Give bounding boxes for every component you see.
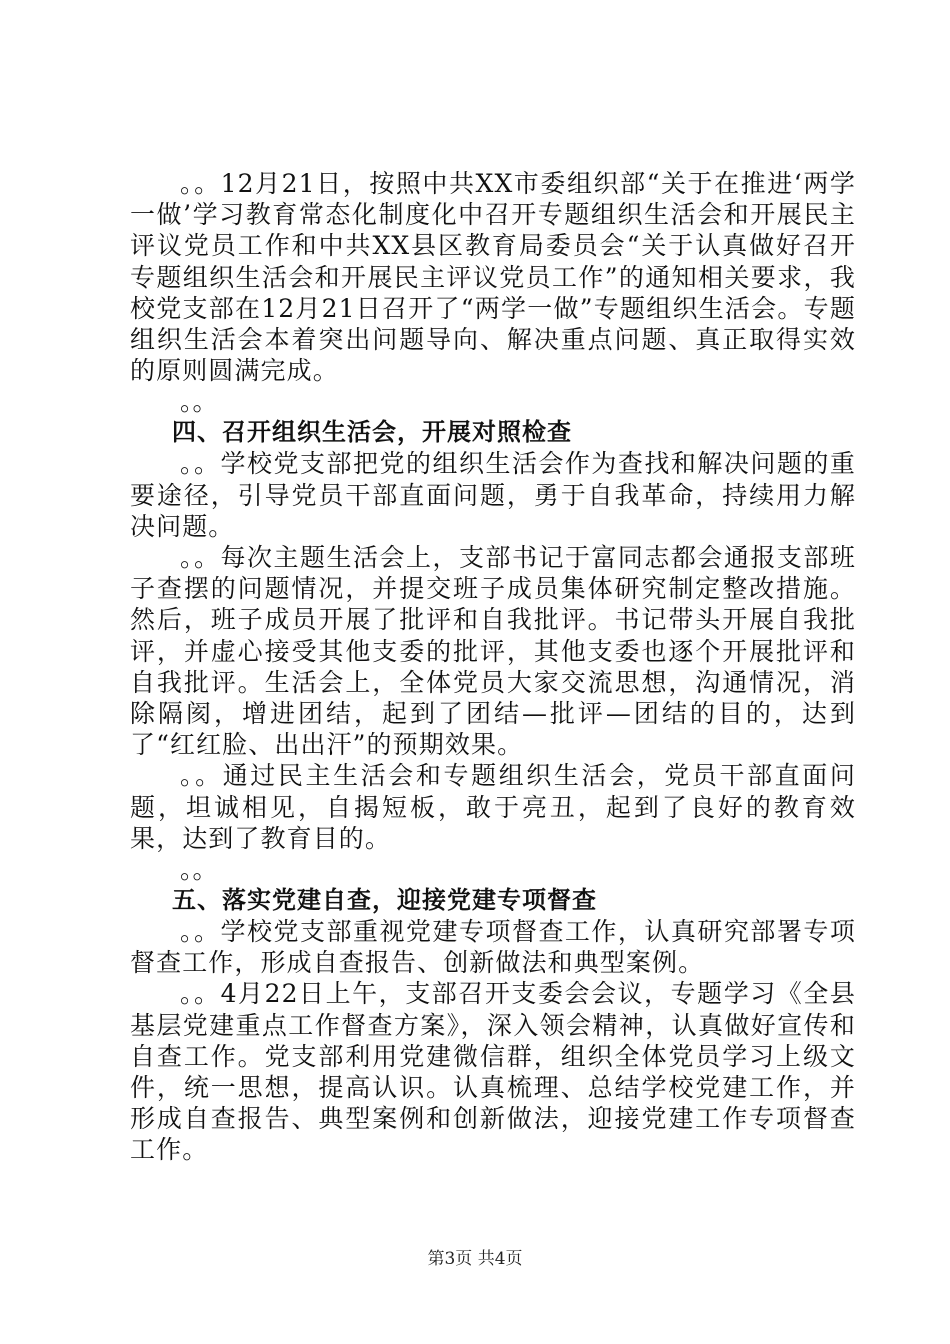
paragraph-meeting-notice: 。。12月21日，按照中共XX市委组织部“关于在推进‘两学一做’学习教育常态化制度化中召开专题组织生活会和开展民主评议党员工作和中共XX县区教育局委员会“关于认真做好召开专题组织生活会和开展民主评议党员工作”的通知相关要求，我校党支部在12月21日召开了“两学一做”专题组织生活会。专题组织生活会本着突出问题导向、解决重点问题、真正取得实效的原则圆满完成。	[130, 169, 856, 386]
paragraph-inspection: 。。学校党支部重视党建专项督查工作，认真研究部署专项督查工作，形成自查报告、创新做法和典型案例。	[130, 917, 856, 978]
section-marker: 。。	[180, 855, 218, 885]
page-number: 第3页 共4页	[427, 1249, 523, 1269]
paragraph-organization-life: 。。学校党支部把党的组织生活会作为查找和解决问题的重要途径，引导党员干部直面问题，勇于自我革命，持续用力解决问题。	[130, 449, 856, 541]
section-heading-5: 五、落实党建自查，迎接党建专项督查	[172, 886, 597, 915]
document-body	[130, 168, 856, 1166]
paragraph-criticism: 。。每次主题生活会上，支部书记于富同志都会通报支部班子查摆的问题情况，并提交班子成员集体研究制定整改措施。然后，班子成员开展了批评和自我批评。书记带头开展自我批评，并虚心接受其他支委的批评，其他支委也逐个开展批评和自我批评。生活会上，全体党员大家交流思想，沟通情况，消除隔阂，增进团结，起到了团结—批评—团结的目的，达到了“红红脸、出出汗”的预期效果。	[130, 543, 856, 760]
paragraph-democratic-life: 。。通过民主生活会和专题组织生活会，党员干部直面问题，坦诚相见，自揭短板，敢于亮丑，起到了良好的教育效果，达到了教育目的。	[130, 761, 856, 853]
paragraph-self-check: 。。4月22日上午，支部召开支委会会议，专题学习《全县基层党建重点工作督查方案》，深入领会精神，认真做好宣传和自查工作。党支部利用党建微信群，组织全体党员学习上级文件，统一思想，提高认识。认真梳理、总结学校党建工作，并形成自查报告、典型案例和创新做法，迎接党建工作专项督查工作。	[130, 979, 856, 1165]
section-heading-4: 四、召开组织生活会，开展对照检查	[172, 418, 572, 447]
section-marker: 。。	[180, 387, 218, 417]
